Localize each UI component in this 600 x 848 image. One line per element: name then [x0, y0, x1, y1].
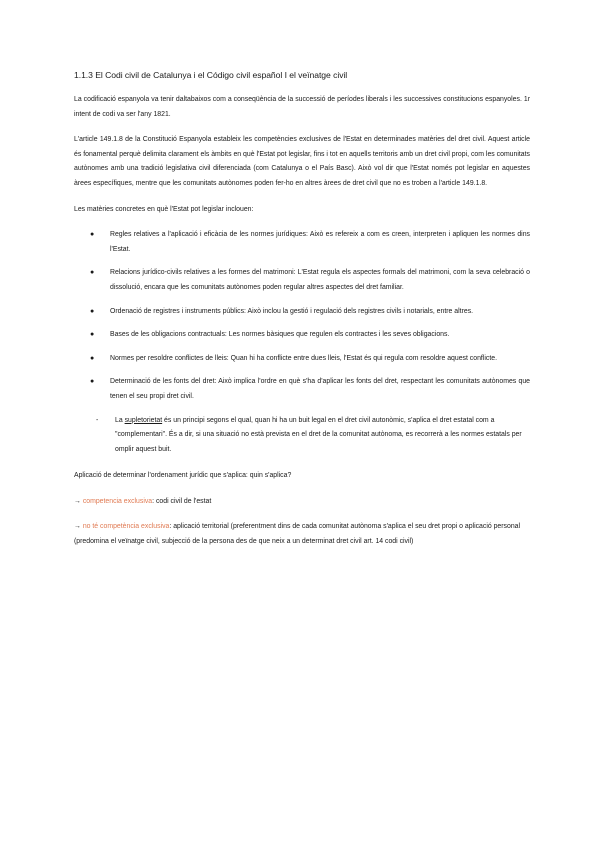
- list-item-text: Determinació de les fonts del dret: Això implica l'ordre en què s'ha d'aplicar les fonts del dret, respectant les comunitats autònomes que tenen el seu propi dret civil.: [110, 378, 530, 400]
- list-intro: Les matèries concretes en què l'Estat pot legislar inclouen:: [74, 205, 254, 213]
- note-text: és un principi segons el qual, quan hi ha un buit legal en el dret civil autonòmic, s'aplica el dret estatal com a "complementari". És a dir, si una situació no està prevista en el dret de la comunitat autònoma, es recorrerà a les normes estatals per omplir aquest buit.: [115, 416, 522, 453]
- label-colon: :: [169, 523, 172, 531]
- question-paragraph: Aplicació de determinar l'ordenament jurídic que s'aplica: quin s'aplica?: [74, 472, 292, 480]
- list-item-text: Ordenació de registres i instruments públics: Això inclou la gestió i regulació dels registres civils i notarials, entre altres.: [110, 307, 474, 315]
- list-item-text: Normes per resoldre conflictes de lleis: Quan hi ha conflicte entre dues lleis, l'Estat és qui regula com resoldre aquest conflicte.: [110, 354, 497, 362]
- document-page: [74, 70, 530, 561]
- line-text: codi civil de l'estat: [154, 497, 212, 505]
- highlight-label: no té competència exclusiva: [82, 523, 170, 531]
- supletorietat-note: [74, 414, 530, 458]
- exclusive-competence-line: [74, 495, 530, 510]
- bullet-icon: ●: [90, 331, 95, 339]
- bullet-icon: ●: [90, 354, 95, 362]
- highlight-label: competencia exclusiva: [82, 497, 153, 505]
- note-prefix: La: [115, 416, 125, 424]
- list-item: [74, 352, 530, 367]
- non-exclusive-competence-line: [74, 520, 530, 549]
- line-text: aplicació territorial (preferentment dins de cada comunitat autònoma s'aplica el seu dret propi o aplicació personal (predomina el veïnatge civil, subjecció de la persona des de que neix a un determinat dret civil art. 14 codi civil): [74, 523, 521, 546]
- section-heading: 1.1.3 El Codi civil de Catalunya i el Código civil español I el veïnatge civil: [74, 70, 348, 80]
- bullet-icon: ●: [90, 269, 95, 277]
- label-colon: :: [152, 497, 155, 505]
- article-paragraph: L'article 149.1.8 de la Constitució Espanyola estableix les competències exclusives de l'Estat en determinades matèries del dret civil. Aquest article és fonamental perquè delimita clarament els àmbits en què l'Estat pot legislar, fins i tot en aquells territoris amb un dret civil propi, com les comunitats autònomes amb una tradició legislativa civil diferenciada (com Catalunya o el País Basc). Això vol dir que l'Estat només pot legislar en aquestes àrees específiques, mentre que les comunitats autònomes poden fer-ho en altres àrees de dret civil que no es troben a l'article 149.1.8.: [74, 136, 530, 187]
- competences-list: [74, 228, 530, 404]
- underlined-term: supletorietat: [124, 416, 163, 424]
- list-item: [74, 305, 530, 320]
- list-item: [74, 328, 530, 343]
- list-item-text: Regles relatives a l'aplicació i eficàcia de les normes jurídiques: Això es refereix a com es creen, interpreten i apliquen les normes dins l'Estat.: [110, 231, 530, 253]
- bullet-icon: ●: [90, 307, 95, 315]
- list-item: [74, 375, 530, 404]
- list-item-text: Bases de les obligacions contractuals: Les normes bàsiques que regulen els contractes i les seves obligacions.: [110, 331, 450, 339]
- list-item-text: Relacions jurídico-civils relatives a les formes del matrimoni: L'Estat regula els aspectes formals del matrimoni, com la seva celebració o dissolució, encara que les comunitats autònomes poden regular altres aspectes del dret familiar.: [110, 269, 530, 291]
- arrow-icon: →: [74, 523, 81, 531]
- dash-icon: -: [96, 416, 99, 424]
- list-item: [74, 266, 530, 295]
- list-item: [74, 228, 530, 257]
- intro-paragraph: La codificació espanyola va tenir daltabaixos com a conseqüència de la successió de períodes liberals i les successives constitucions espanyoles. 1r intent de codi va ser l'any 1821.: [74, 96, 530, 118]
- bullet-icon: ●: [90, 378, 95, 386]
- bullet-icon: ●: [90, 231, 95, 239]
- arrow-icon: →: [74, 497, 81, 505]
